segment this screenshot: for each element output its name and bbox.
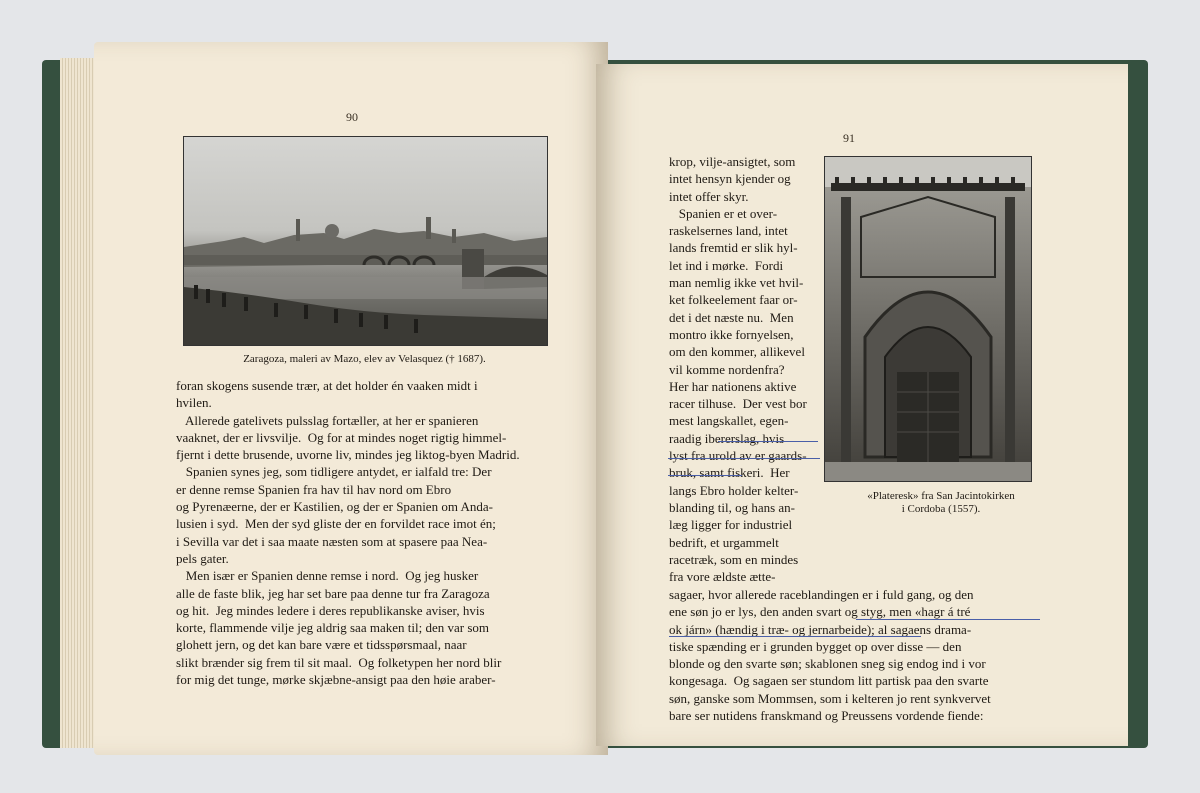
right-image-caption: «Plateresk» fra San Jacintokirken i Cordoba (1557). [867, 490, 1015, 515]
text-line: racer tilhuse. Der vest bor [669, 396, 807, 412]
text-line: raskelsernes land, intet [669, 223, 788, 239]
text-line: slikt brænder sig frem til sit maal. Og folketypen her nord blir [176, 654, 502, 670]
text-line: mest langskallet, egen- [669, 413, 789, 429]
text-line: vaaknet, der er livsvilje. Og for at mindes noget rigtig himmel- [176, 429, 507, 445]
text-line: bare ser nutidens franskmand og Preussens vordende fiende: [669, 708, 984, 724]
text-line: er denne remse Spanien fra hav til hav nord om Ebro [176, 481, 452, 497]
text-line: montro ikke fornyelsen, [669, 326, 794, 342]
text-line: intet offer skyr. [669, 188, 749, 204]
text-line: blonde og den svarte søn; skablonen sneg sig endog ind i vor [669, 656, 986, 672]
pen-underline [669, 636, 921, 637]
text-line: sagaer, hvor allerede raceblandingen er i fuld gang, og den [669, 587, 974, 602]
text-line: lusien i syd. Men der syd gliste der en forvildet race imot én; [176, 516, 496, 532]
right-page-number: 91 [843, 131, 855, 145]
text-line: langs Ebro holder kelter- [669, 482, 799, 498]
text-line: ket folkeelement faar or- [669, 292, 798, 308]
text-line: vil komme nordenfra? [669, 361, 785, 377]
text-line: ok járn» (hændig i træ- og jernarbeide); al sagaens drama- [669, 621, 972, 637]
left-text-block [176, 377, 556, 688]
pen-underline [718, 441, 818, 442]
text-line: lyst fra urold av er gaards- [669, 448, 807, 464]
portal-photo [824, 156, 1032, 482]
pen-underline [668, 458, 820, 459]
text-line: om den kommer, allikevel [669, 344, 805, 360]
text-line: lands fremtid er slik hyl- [669, 240, 798, 256]
text-line: Her har nationens aktive [669, 378, 797, 394]
text-line: Men især er Spanien denne remse i nord. Og jeg husker [176, 568, 479, 584]
text-line: raadig ibererslag, hvis [669, 430, 785, 446]
text-line: for mig det tunge, mørke skjæbne-ansigt paa den høie araber- [176, 672, 496, 688]
text-line: i Sevilla var det i saa maate næsten som at spasere paa Nea- [176, 533, 488, 549]
text-line: hvilen. [176, 395, 212, 411]
text-line: racetræk, som en mindes [669, 551, 799, 567]
text-line: ene søn jo er lys, den anden svart og styg, men «hagr á tré [669, 604, 971, 620]
text-line: pels gater. [176, 550, 229, 566]
zaragoza-engraving-illustration [184, 137, 547, 345]
right-wide-text-block [669, 586, 1049, 724]
text-line: læg ligger for industriel [669, 517, 793, 533]
text-line: blanding til, og hans an- [669, 499, 796, 515]
left-image-caption: Zaragoza, maleri av Mazo, elev av Velasquez († 1687). [243, 353, 486, 365]
text-line: bruk, samt fiskeri. Her [669, 465, 790, 481]
text-line: korte, flammende vilje jeg aldrig saa maken til; den var som [176, 620, 489, 636]
text-line: let ind i mørke. Fordi [669, 257, 784, 273]
text-line: tiske spænding er i grunden bygget op over disse — den [669, 638, 962, 654]
text-line: Allerede gatelivets pulsslag fortæller, at her er spanieren [176, 412, 479, 428]
text-line: fra vore ældste ætte- [669, 569, 776, 585]
text-line: intet hensyn kjender og [669, 171, 791, 187]
text-line: Spanien synes jeg, som tidligere antydet, er ialfald tre: Der [176, 464, 492, 480]
text-line: kongesaga. Og sagaen ser stundom litt partisk paa den svarte [669, 673, 989, 689]
text-line: fjernt i dette brusende, uvorne liv, mindes jeg liktog-byen Madrid. [176, 447, 520, 463]
pen-underline [668, 475, 742, 476]
text-line: krop, vilje-ansigtet, som [669, 154, 796, 169]
gothic-portal-illustration [825, 157, 1031, 481]
text-line: Spanien er et over- [669, 205, 778, 221]
text-line: og hit. Jeg mindes ledere i deres republikanske aviser, hvis [176, 602, 485, 618]
pen-underline [856, 619, 1040, 620]
text-line: og Pyrenæerne, der er Kastilien, og der er Spanien om Anda- [176, 499, 493, 515]
text-line: foran skogens susende trær, at det holder én vaaken midt i [176, 378, 478, 393]
text-line: man nemlig ikke vet hvil- [669, 275, 804, 291]
left-page-number: 90 [346, 110, 358, 124]
text-line: bedrift, et urgammelt [669, 534, 779, 550]
text-line: det i det næste nu. Men [669, 309, 794, 325]
zaragoza-painting [183, 136, 548, 346]
text-line: alle de faste blik, jeg har set bare paa denne tur fra Zaragoza [176, 585, 490, 601]
text-line: søn, ganske som Mommsen, som i kelteren jo rent synkvervet [669, 690, 991, 706]
text-line: glohett jern, og det kan bare være et tidsspørsmaal, naar [176, 637, 467, 653]
right-narrow-text-block [669, 153, 821, 585]
